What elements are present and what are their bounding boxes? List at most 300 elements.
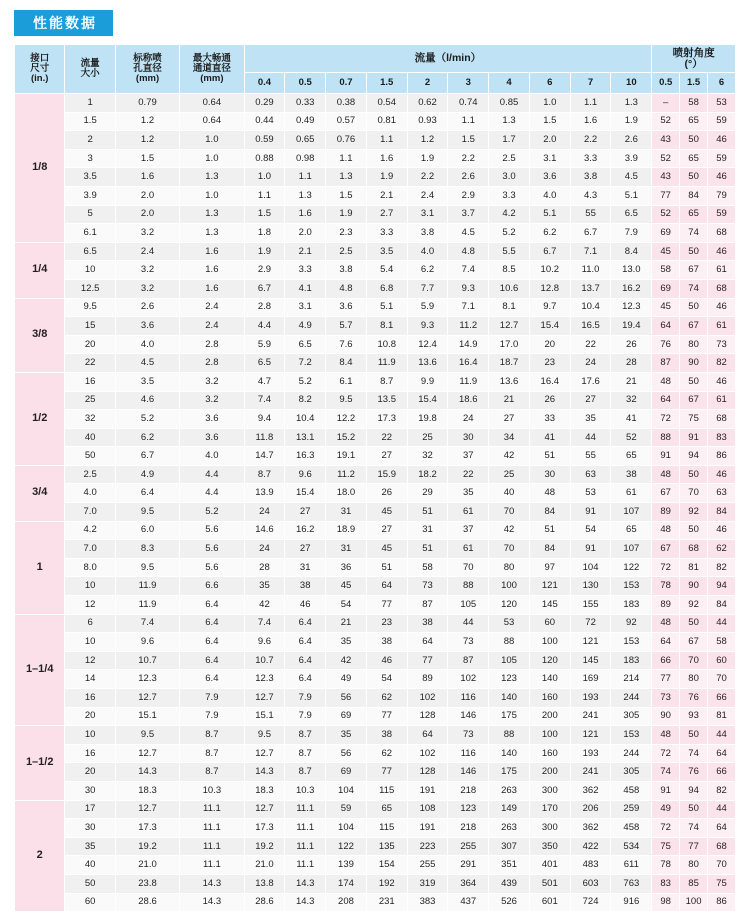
- table-row: [15, 242, 736, 261]
- page-title: 性能数据: [23, 10, 113, 36]
- value-cell: 362: [570, 781, 611, 800]
- value-cell: 1.6: [180, 261, 244, 280]
- value-cell: 383: [407, 893, 448, 912]
- value-cell: 15.2: [326, 428, 367, 447]
- value-cell: 458: [611, 781, 652, 800]
- spray-angle-cell: 74: [680, 279, 708, 298]
- spray-angle-cell: 64: [708, 819, 736, 838]
- table-row: [15, 261, 736, 280]
- value-cell: 724: [570, 893, 611, 912]
- header-pressure-10: 10: [611, 73, 652, 94]
- flow-size-cell: 60: [65, 893, 115, 912]
- value-cell: 0.38: [326, 94, 367, 113]
- value-cell: 4.9: [285, 317, 326, 336]
- value-cell: 5.2: [115, 410, 179, 429]
- value-cell: 2.6: [115, 298, 179, 317]
- value-cell: 7.4: [448, 261, 489, 280]
- value-cell: 192: [366, 874, 407, 893]
- spray-angle-cell: 87: [652, 354, 680, 373]
- table-row: [15, 744, 736, 763]
- flow-size-cell: 14: [65, 670, 115, 689]
- flow-size-cell: 5: [65, 205, 115, 224]
- interface-size-cell: 2: [15, 800, 65, 912]
- value-cell: 10.8: [366, 335, 407, 354]
- spray-angle-cell: 43: [652, 168, 680, 187]
- spray-angle-cell: 83: [652, 874, 680, 893]
- value-cell: 8.7: [285, 726, 326, 745]
- spray-angle-cell: 50: [680, 372, 708, 391]
- value-cell: 5.5: [489, 242, 530, 261]
- value-cell: 6.7: [115, 447, 179, 466]
- value-cell: 4.0: [407, 242, 448, 261]
- value-cell: 123: [448, 800, 489, 819]
- value-cell: 72: [570, 614, 611, 633]
- value-cell: 70: [489, 540, 530, 559]
- flow-size-cell: 12: [65, 651, 115, 670]
- value-cell: 11.1: [285, 856, 326, 875]
- value-cell: 31: [326, 540, 367, 559]
- value-cell: 36: [326, 558, 367, 577]
- value-cell: 102: [407, 689, 448, 708]
- value-cell: 3.2: [115, 224, 179, 243]
- spray-angle-cell: 77: [680, 837, 708, 856]
- value-cell: 46: [366, 651, 407, 670]
- title-accent-bar: [14, 10, 23, 36]
- spray-angle-cell: 74: [680, 224, 708, 243]
- spray-angle-cell: 61: [708, 317, 736, 336]
- value-cell: 2.0: [115, 186, 179, 205]
- value-cell: 18.0: [326, 484, 367, 503]
- value-cell: 0.64: [180, 94, 244, 113]
- value-cell: 3.3: [366, 224, 407, 243]
- value-cell: 18.9: [326, 521, 367, 540]
- value-cell: 5.7: [326, 317, 367, 336]
- value-cell: 10.6: [489, 279, 530, 298]
- value-cell: 200: [529, 707, 570, 726]
- value-cell: 160: [529, 689, 570, 708]
- flow-size-cell: 32: [65, 410, 115, 429]
- spray-angle-cell: 43: [652, 131, 680, 150]
- value-cell: 17.3: [244, 819, 285, 838]
- value-cell: 3.7: [448, 205, 489, 224]
- value-cell: 362: [570, 819, 611, 838]
- value-cell: 14.3: [244, 763, 285, 782]
- spray-angle-cell: 94: [680, 781, 708, 800]
- value-cell: 1.2: [115, 112, 179, 131]
- value-cell: 10.2: [529, 261, 570, 280]
- value-cell: 9.6: [244, 633, 285, 652]
- spray-angle-cell: 64: [652, 317, 680, 336]
- table-row: [15, 521, 736, 540]
- value-cell: 59: [326, 800, 367, 819]
- table-row: [15, 186, 736, 205]
- value-cell: 13.5: [366, 391, 407, 410]
- value-cell: 2.0: [285, 224, 326, 243]
- header-pressure-7: 7: [570, 73, 611, 94]
- value-cell: 0.93: [407, 112, 448, 131]
- spray-angle-cell: 79: [708, 186, 736, 205]
- header-angle-1.5: 1.5: [680, 73, 708, 94]
- value-cell: 38: [611, 465, 652, 484]
- value-cell: 2.4: [180, 317, 244, 336]
- value-cell: 55: [570, 447, 611, 466]
- spray-angle-cell: 92: [680, 503, 708, 522]
- flow-size-cell: 30: [65, 781, 115, 800]
- table-row: [15, 465, 736, 484]
- interface-size-cell: 1–1/4: [15, 614, 65, 726]
- spray-angle-cell: 44: [708, 726, 736, 745]
- value-cell: 107: [611, 503, 652, 522]
- value-cell: 8.7: [244, 465, 285, 484]
- spray-angle-cell: 72: [652, 744, 680, 763]
- value-cell: 120: [529, 651, 570, 670]
- value-cell: 6.4: [180, 614, 244, 633]
- value-cell: 2.8: [180, 335, 244, 354]
- value-cell: 80: [489, 558, 530, 577]
- value-cell: 56: [326, 689, 367, 708]
- spray-angle-cell: 94: [680, 447, 708, 466]
- value-cell: 77: [366, 763, 407, 782]
- value-cell: 27: [366, 447, 407, 466]
- value-cell: 8.1: [366, 317, 407, 336]
- value-cell: 8.7: [180, 726, 244, 745]
- spray-angle-cell: 76: [680, 689, 708, 708]
- value-cell: 121: [529, 577, 570, 596]
- value-cell: 21.0: [115, 856, 179, 875]
- value-cell: 8.4: [611, 242, 652, 261]
- spray-angle-cell: 52: [652, 149, 680, 168]
- spray-angle-cell: 65: [680, 149, 708, 168]
- value-cell: 62: [366, 689, 407, 708]
- spray-angle-cell: 82: [708, 354, 736, 373]
- table-row: [15, 837, 736, 856]
- value-cell: 4.5: [611, 168, 652, 187]
- value-cell: 105: [448, 596, 489, 615]
- spray-angle-cell: 48: [652, 614, 680, 633]
- value-cell: 121: [570, 726, 611, 745]
- value-cell: 22: [570, 335, 611, 354]
- value-cell: 105: [489, 651, 530, 670]
- header-group-spray-angle: 喷射角度 (°）: [652, 45, 736, 73]
- value-cell: 51: [529, 447, 570, 466]
- table-row: [15, 410, 736, 429]
- value-cell: 8.7: [366, 372, 407, 391]
- value-cell: 5.1: [529, 205, 570, 224]
- value-cell: 3.8: [570, 168, 611, 187]
- value-cell: 84: [529, 503, 570, 522]
- spray-angle-cell: 46: [708, 168, 736, 187]
- spray-angle-cell: 58: [708, 633, 736, 652]
- value-cell: 12.7: [115, 800, 179, 819]
- value-cell: 13.6: [489, 372, 530, 391]
- value-cell: 27: [285, 540, 326, 559]
- spray-angle-cell: 58: [652, 261, 680, 280]
- value-cell: 1.6: [180, 279, 244, 298]
- value-cell: 601: [529, 893, 570, 912]
- value-cell: 259: [611, 800, 652, 819]
- value-cell: 4.6: [115, 391, 179, 410]
- value-cell: 1.1: [244, 186, 285, 205]
- table-row: [15, 168, 736, 187]
- flow-size-cell: 10: [65, 633, 115, 652]
- value-cell: 15.4: [407, 391, 448, 410]
- flow-size-cell: 4.0: [65, 484, 115, 503]
- value-cell: 51: [407, 503, 448, 522]
- table-row: [15, 279, 736, 298]
- value-cell: 0.49: [285, 112, 326, 131]
- value-cell: 128: [407, 763, 448, 782]
- header-group-flow: 流量（l/min）: [244, 45, 652, 73]
- value-cell: 1.6: [115, 168, 179, 187]
- spray-angle-cell: 46: [708, 521, 736, 540]
- spray-angle-cell: 45: [652, 298, 680, 317]
- value-cell: 305: [611, 763, 652, 782]
- value-cell: 1.6: [570, 112, 611, 131]
- value-cell: 64: [407, 726, 448, 745]
- value-cell: 42: [489, 447, 530, 466]
- flow-size-cell: 1.5: [65, 112, 115, 131]
- value-cell: 24: [448, 410, 489, 429]
- spray-angle-cell: 75: [652, 837, 680, 856]
- spray-angle-cell: 45: [652, 242, 680, 261]
- value-cell: 65: [611, 521, 652, 540]
- value-cell: 32: [407, 447, 448, 466]
- value-cell: 61: [448, 503, 489, 522]
- value-cell: 28.6: [115, 893, 179, 912]
- value-cell: 9.6: [115, 633, 179, 652]
- value-cell: 21: [489, 391, 530, 410]
- value-cell: 2.4: [180, 298, 244, 317]
- spray-angle-cell: 50: [680, 800, 708, 819]
- table-row: [15, 558, 736, 577]
- value-cell: 3.3: [570, 149, 611, 168]
- value-cell: 7.1: [570, 242, 611, 261]
- value-cell: 241: [570, 707, 611, 726]
- value-cell: 73: [448, 726, 489, 745]
- value-cell: 1.3: [285, 186, 326, 205]
- value-cell: 1.9: [326, 205, 367, 224]
- spray-angle-cell: 84: [708, 596, 736, 615]
- spray-angle-cell: 65: [680, 205, 708, 224]
- table-row: [15, 484, 736, 503]
- value-cell: 1.0: [244, 168, 285, 187]
- value-cell: 16.3: [285, 447, 326, 466]
- header-flow-size: 流量 大小: [65, 45, 115, 94]
- value-cell: 4.9: [115, 465, 179, 484]
- spray-angle-cell: 70: [708, 856, 736, 875]
- spray-angle-cell: 78: [652, 856, 680, 875]
- value-cell: 12.7: [115, 744, 179, 763]
- value-cell: 6.2: [529, 224, 570, 243]
- value-cell: 24: [244, 540, 285, 559]
- flow-size-cell: 10: [65, 261, 115, 280]
- interface-size-cell: 3/8: [15, 298, 65, 372]
- value-cell: 534: [611, 837, 652, 856]
- header-angle-6: 6: [708, 73, 736, 94]
- value-cell: 18.3: [115, 781, 179, 800]
- spray-angle-cell: 50: [680, 465, 708, 484]
- value-cell: 0.59: [244, 131, 285, 150]
- value-cell: 7.9: [285, 689, 326, 708]
- value-cell: 8.1: [489, 298, 530, 317]
- value-cell: 218: [448, 819, 489, 838]
- value-cell: 7.1: [448, 298, 489, 317]
- value-cell: 30: [529, 465, 570, 484]
- value-cell: 42: [244, 596, 285, 615]
- value-cell: 8.7: [180, 744, 244, 763]
- header-free-passage-diameter: 最大畅通 通道直径 (mm): [180, 45, 244, 94]
- spray-angle-cell: 90: [680, 577, 708, 596]
- spray-angle-cell: 67: [680, 391, 708, 410]
- value-cell: 51: [366, 558, 407, 577]
- value-cell: 0.76: [326, 131, 367, 150]
- value-cell: 458: [611, 819, 652, 838]
- flow-size-cell: 7.0: [65, 503, 115, 522]
- value-cell: 4.4: [244, 317, 285, 336]
- value-cell: 1.7: [489, 131, 530, 150]
- flow-size-cell: 30: [65, 819, 115, 838]
- value-cell: 45: [366, 540, 407, 559]
- value-cell: 154: [366, 856, 407, 875]
- value-cell: 8.7: [180, 763, 244, 782]
- value-cell: 88: [489, 633, 530, 652]
- value-cell: 87: [407, 596, 448, 615]
- spray-angle-cell: 58: [680, 94, 708, 113]
- flow-size-cell: 12: [65, 596, 115, 615]
- value-cell: 2.4: [115, 242, 179, 261]
- value-cell: 37: [448, 521, 489, 540]
- table-row: [15, 781, 736, 800]
- value-cell: 7.4: [115, 614, 179, 633]
- value-cell: 0.74: [448, 94, 489, 113]
- value-cell: 350: [529, 837, 570, 856]
- value-cell: 2.4: [407, 186, 448, 205]
- value-cell: 38: [285, 577, 326, 596]
- value-cell: 5.1: [366, 298, 407, 317]
- value-cell: 4.0: [180, 447, 244, 466]
- table-row: [15, 540, 736, 559]
- value-cell: 1.1: [448, 112, 489, 131]
- value-cell: 15.1: [115, 707, 179, 726]
- value-cell: 104: [326, 819, 367, 838]
- value-cell: 11.1: [180, 837, 244, 856]
- value-cell: 6.4: [285, 633, 326, 652]
- value-cell: 12.8: [529, 279, 570, 298]
- value-cell: 1.5: [115, 149, 179, 168]
- value-cell: 128: [407, 707, 448, 726]
- spray-angle-cell: 44: [708, 800, 736, 819]
- value-cell: 54: [326, 596, 367, 615]
- header-angle-0.5: 0.5: [652, 73, 680, 94]
- value-cell: 1.9: [407, 149, 448, 168]
- value-cell: 28: [244, 558, 285, 577]
- value-cell: 2.7: [366, 205, 407, 224]
- value-cell: 763: [611, 874, 652, 893]
- value-cell: 193: [570, 689, 611, 708]
- spray-angle-cell: 44: [708, 614, 736, 633]
- value-cell: 107: [611, 540, 652, 559]
- value-cell: 35: [244, 577, 285, 596]
- value-cell: 77: [366, 707, 407, 726]
- value-cell: 208: [326, 893, 367, 912]
- value-cell: 48: [529, 484, 570, 503]
- value-cell: 17.6: [570, 372, 611, 391]
- value-cell: 1.9: [611, 112, 652, 131]
- flow-size-cell: 16: [65, 372, 115, 391]
- spray-angle-cell: 91: [652, 447, 680, 466]
- value-cell: 0.44: [244, 112, 285, 131]
- value-cell: 2.0: [529, 131, 570, 150]
- spray-angle-cell: 69: [652, 279, 680, 298]
- value-cell: 12.3: [244, 670, 285, 689]
- value-cell: 9.9: [407, 372, 448, 391]
- value-cell: 2.6: [611, 131, 652, 150]
- value-cell: 175: [489, 707, 530, 726]
- value-cell: 218: [448, 781, 489, 800]
- value-cell: 19.2: [115, 837, 179, 856]
- value-cell: 11.9: [115, 596, 179, 615]
- value-cell: 9.5: [115, 558, 179, 577]
- header-pressure-0.5: 0.5: [285, 73, 326, 94]
- value-cell: 51: [529, 521, 570, 540]
- flow-size-cell: 4.2: [65, 521, 115, 540]
- value-cell: 7.7: [407, 279, 448, 298]
- value-cell: 0.88: [244, 149, 285, 168]
- spray-angle-cell: 82: [708, 781, 736, 800]
- value-cell: 26: [366, 484, 407, 503]
- spray-angle-cell: 76: [652, 335, 680, 354]
- value-cell: 7.2: [285, 354, 326, 373]
- value-cell: 11.1: [285, 837, 326, 856]
- value-cell: 2.2: [407, 168, 448, 187]
- spray-angle-cell: 98: [652, 893, 680, 912]
- value-cell: 60: [529, 614, 570, 633]
- value-cell: 12.7: [244, 800, 285, 819]
- value-cell: 9.6: [285, 465, 326, 484]
- value-cell: 4.1: [285, 279, 326, 298]
- spray-angle-cell: 70: [680, 651, 708, 670]
- value-cell: 3.2: [115, 279, 179, 298]
- value-cell: 5.4: [366, 261, 407, 280]
- value-cell: 13.9: [244, 484, 285, 503]
- value-cell: 0.54: [366, 94, 407, 113]
- value-cell: 3.3: [489, 186, 530, 205]
- spray-angle-cell: 84: [708, 503, 736, 522]
- value-cell: 155: [570, 596, 611, 615]
- table-row: [15, 224, 736, 243]
- value-cell: 3.6: [529, 168, 570, 187]
- interface-size-cell: 1/8: [15, 94, 65, 243]
- value-cell: 18.3: [244, 781, 285, 800]
- value-cell: 6.4: [285, 614, 326, 633]
- value-cell: 10.7: [115, 651, 179, 670]
- value-cell: 9.7: [529, 298, 570, 317]
- value-cell: 130: [570, 577, 611, 596]
- value-cell: 169: [570, 670, 611, 689]
- value-cell: 3.8: [326, 261, 367, 280]
- value-cell: 11.0: [570, 261, 611, 280]
- value-cell: 12.7: [244, 689, 285, 708]
- value-cell: 3.6: [180, 410, 244, 429]
- table-row: [15, 763, 736, 782]
- table-row: [15, 112, 736, 131]
- value-cell: 1.3: [611, 94, 652, 113]
- value-cell: 4.0: [115, 335, 179, 354]
- value-cell: 27: [366, 521, 407, 540]
- value-cell: 2.2: [448, 149, 489, 168]
- value-cell: 263: [489, 819, 530, 838]
- header-pressure-0.7: 0.7: [326, 73, 367, 94]
